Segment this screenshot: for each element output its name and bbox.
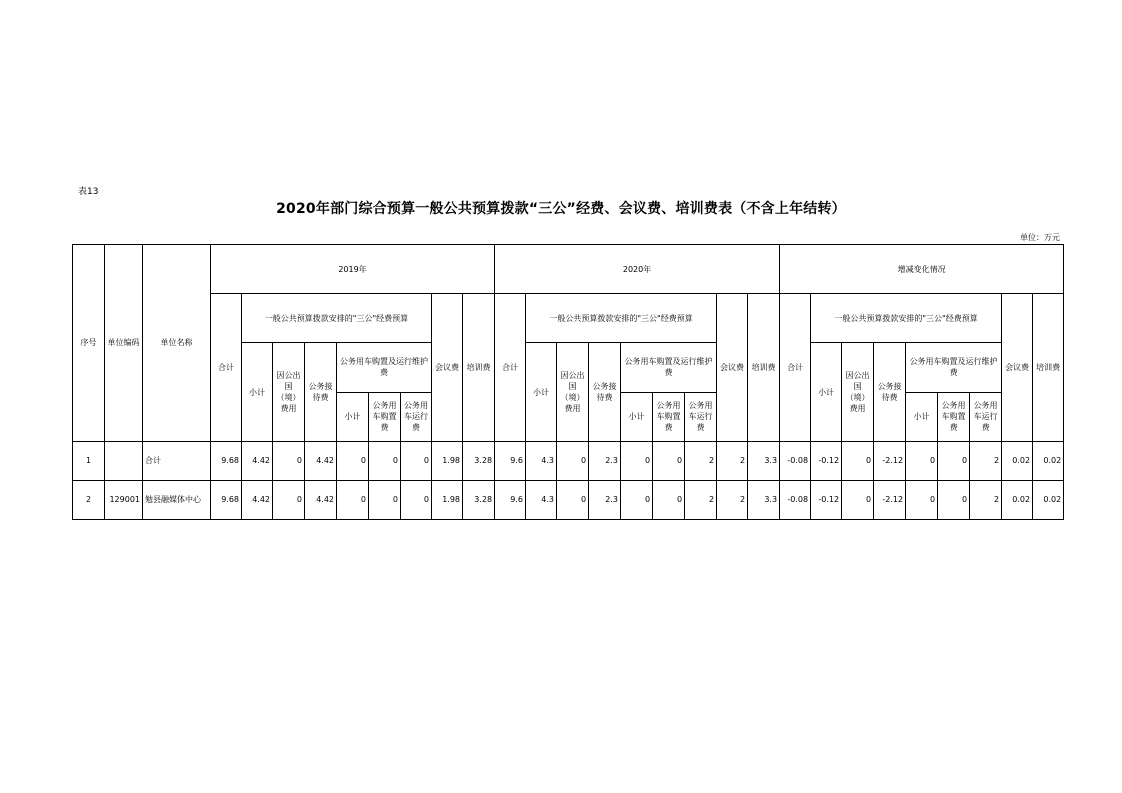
cell-2019-total: 9.68	[211, 480, 242, 519]
header-sangong-budget: 一般公共预算拨款安排的"三公"经费预算	[242, 294, 432, 343]
cell-change-subtotal: -0.12	[811, 480, 842, 519]
cell-2020-reception: 2.3	[589, 441, 621, 480]
cell-2020-subtotal: 4.3	[526, 441, 557, 480]
cell-2020-vehicle-purchase: 0	[653, 480, 685, 519]
cell-2019-vehicle-operation: 0	[401, 480, 432, 519]
cell-2020-training: 3.3	[748, 480, 780, 519]
cell-2019-reception: 4.42	[305, 480, 337, 519]
header-sangong-budget: 一般公共预算拨款安排的"三公"经费预算	[526, 294, 717, 343]
header-vehicle-operation: 公务用车运行费	[685, 392, 717, 441]
cell-2019-meeting: 1.98	[432, 480, 463, 519]
cell-change-total: -0.08	[780, 480, 811, 519]
cell-change-vehicle-operation: 2	[970, 480, 1002, 519]
header-vehicle: 公务用车购置及运行维护费	[906, 343, 1002, 392]
header-unit-code: 单位编码	[105, 245, 143, 442]
cell-2019-training: 3.28	[463, 480, 495, 519]
header-subtotal: 小计	[811, 343, 842, 441]
cell-2020-vehicle-subtotal: 0	[621, 480, 653, 519]
cell-2019-total: 9.68	[211, 441, 242, 480]
cell-2020-total: 9.6	[495, 441, 526, 480]
cell-2020-vehicle-subtotal: 0	[621, 441, 653, 480]
cell-unit-code: 129001	[105, 480, 143, 519]
header-vehicle-subtotal: 小计	[621, 392, 653, 441]
cell-change-reception: -2.12	[874, 480, 906, 519]
header-vehicle-subtotal: 小计	[906, 392, 938, 441]
cell-2019-vehicle-purchase: 0	[369, 480, 401, 519]
cell-change-vehicle-subtotal: 0	[906, 480, 938, 519]
cell-2020-vehicle-purchase: 0	[653, 441, 685, 480]
cell-change-training: 0.02	[1033, 441, 1064, 480]
cell-change-total: -0.08	[780, 441, 811, 480]
header-vehicle: 公务用车购置及运行维护费	[621, 343, 717, 392]
cell-unit-name: 勉县融媒体中心	[143, 480, 211, 519]
cell-unit-name: 合计	[143, 441, 211, 480]
cell-seq: 1	[73, 441, 105, 480]
header-abroad: 因公出国（境）费用	[557, 343, 589, 441]
cell-change-training: 0.02	[1033, 480, 1064, 519]
cell-seq: 2	[73, 480, 105, 519]
cell-change-meeting: 0.02	[1002, 441, 1033, 480]
cell-2019-training: 3.28	[463, 441, 495, 480]
cell-change-abroad: 0	[842, 441, 874, 480]
cell-change-abroad: 0	[842, 480, 874, 519]
cell-2020-meeting: 2	[717, 441, 748, 480]
table-label: 表13	[78, 187, 99, 197]
cell-change-meeting: 0.02	[1002, 480, 1033, 519]
header-vehicle-purchase: 公务用车购置费	[653, 392, 685, 441]
cell-2019-abroad: 0	[273, 480, 305, 519]
header-vehicle-purchase: 公务用车购置费	[369, 392, 401, 441]
cell-2019-vehicle-operation: 0	[401, 441, 432, 480]
header-subtotal: 小计	[526, 343, 557, 441]
header-sangong-budget: 一般公共预算拨款安排的"三公"经费预算	[811, 294, 1002, 343]
cell-2019-abroad: 0	[273, 441, 305, 480]
cell-change-vehicle-subtotal: 0	[906, 441, 938, 480]
cell-2020-vehicle-operation: 2	[685, 480, 717, 519]
header-meeting: 会议费	[432, 294, 463, 442]
header-vehicle-subtotal: 小计	[337, 392, 369, 441]
cell-2019-meeting: 1.98	[432, 441, 463, 480]
table-row	[73, 480, 1064, 519]
header-seq: 序号	[73, 245, 105, 442]
header-unit-name: 单位名称	[143, 245, 211, 442]
cell-change-vehicle-purchase: 0	[938, 480, 970, 519]
header-vehicle-purchase: 公务用车购置费	[938, 392, 970, 441]
header-vehicle-operation: 公务用车运行费	[970, 392, 1002, 441]
header-year-2020: 2020年	[495, 245, 780, 294]
header-vehicle: 公务用车购置及运行维护费	[337, 343, 432, 392]
header-meeting: 会议费	[717, 294, 748, 442]
header-total: 合计	[780, 294, 811, 442]
cell-2020-training: 3.3	[748, 441, 780, 480]
header-reception: 公务接待费	[874, 343, 906, 441]
cell-unit-code	[105, 441, 143, 480]
cell-2020-meeting: 2	[717, 480, 748, 519]
header-total: 合计	[211, 294, 242, 442]
header-abroad: 因公出国（境）费用	[842, 343, 874, 441]
cell-2020-vehicle-operation: 2	[685, 441, 717, 480]
header-year-2019: 2019年	[211, 245, 495, 294]
cell-2019-vehicle-purchase: 0	[369, 441, 401, 480]
cell-2020-abroad: 0	[557, 441, 589, 480]
header-training: 培训费	[1033, 294, 1064, 442]
cell-2020-reception: 2.3	[589, 480, 621, 519]
cell-2020-total: 9.6	[495, 480, 526, 519]
header-abroad: 因公出国（境）费用	[273, 343, 305, 441]
cell-2019-subtotal: 4.42	[242, 441, 273, 480]
header-vehicle-operation: 公务用车运行费	[401, 392, 432, 441]
header-training: 培训费	[463, 294, 495, 442]
header-change: 增减变化情况	[780, 245, 1064, 294]
cell-change-subtotal: -0.12	[811, 441, 842, 480]
cell-2019-subtotal: 4.42	[242, 480, 273, 519]
unit-label: 单位：万元	[1020, 233, 1060, 242]
header-reception: 公务接待费	[589, 343, 621, 441]
cell-2020-subtotal: 4.3	[526, 480, 557, 519]
header-training: 培训费	[748, 294, 780, 442]
table-row	[73, 441, 1064, 480]
cell-change-reception: -2.12	[874, 441, 906, 480]
header-total: 合计	[495, 294, 526, 442]
budget-table	[72, 244, 1064, 520]
cell-change-vehicle-purchase: 0	[938, 441, 970, 480]
cell-change-vehicle-operation: 2	[970, 441, 1002, 480]
cell-2019-vehicle-subtotal: 0	[337, 441, 369, 480]
header-reception: 公务接待费	[305, 343, 337, 441]
cell-2019-vehicle-subtotal: 0	[337, 480, 369, 519]
cell-2019-reception: 4.42	[305, 441, 337, 480]
header-meeting: 会议费	[1002, 294, 1033, 442]
header-subtotal: 小计	[242, 343, 273, 441]
cell-2020-abroad: 0	[557, 480, 589, 519]
page-title: 2020年部门综合预算一般公共预算拨款“三公”经费、会议费、培训费表（不含上年结转）	[276, 201, 846, 217]
